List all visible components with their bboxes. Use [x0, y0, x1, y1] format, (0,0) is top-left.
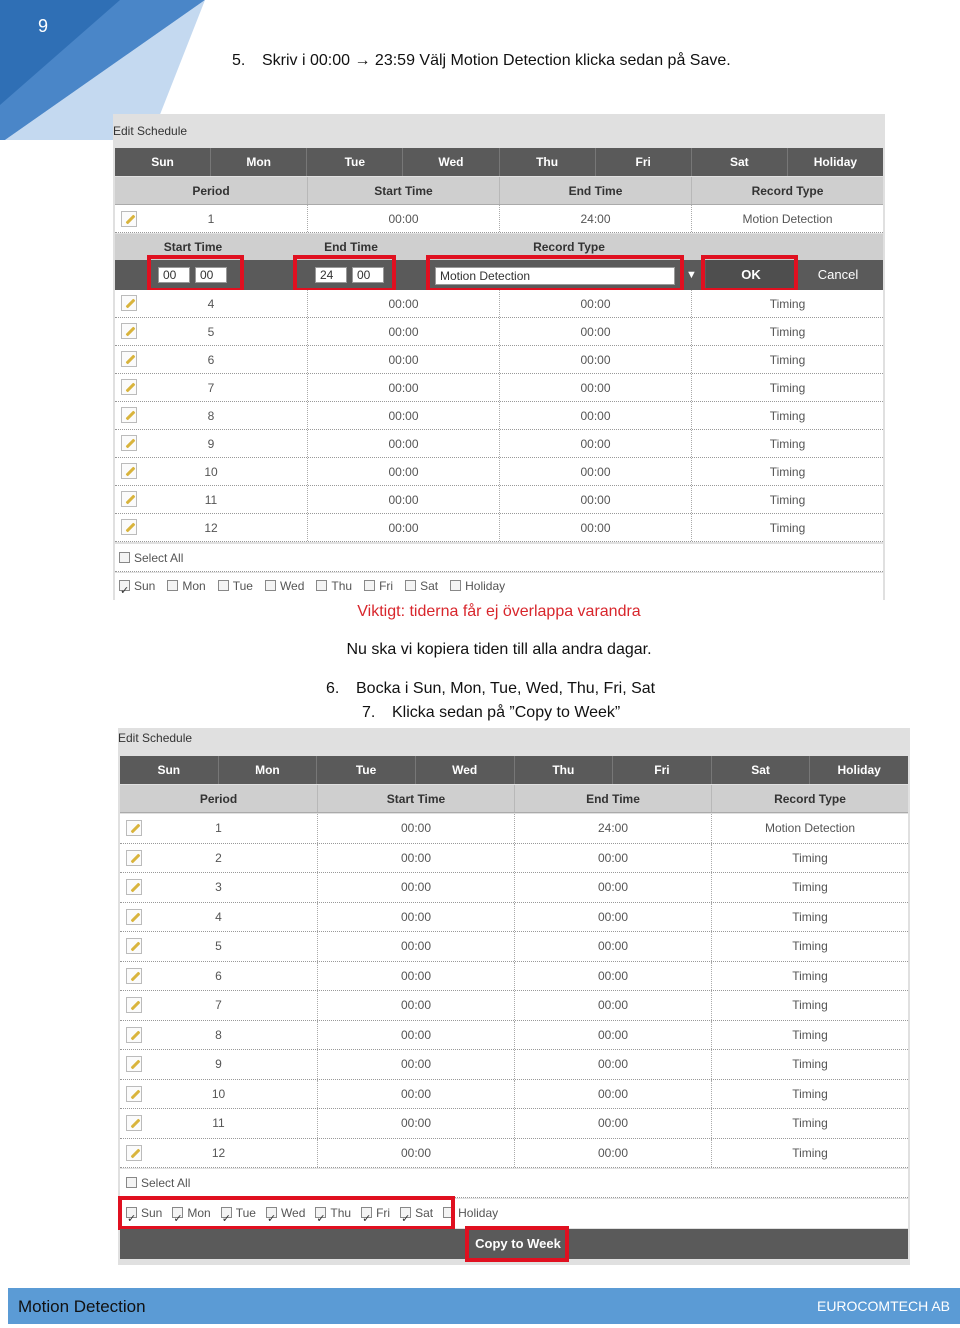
start-time-cell: 00:00 [317, 1080, 514, 1109]
start-time-cell: 00:00 [317, 1109, 514, 1138]
table-row [115, 458, 883, 486]
day-checkbox-label: Fri [376, 1206, 391, 1220]
header-start-time: Start Time [317, 785, 514, 812]
start-time-cell: 00:00 [317, 814, 514, 843]
copy-to-week-button[interactable]: Copy to Week [475, 1236, 561, 1251]
end-time-cell: 00:00 [514, 1080, 711, 1109]
period-cell: 2 [215, 850, 222, 865]
edit-pencil-icon[interactable] [126, 909, 142, 925]
day-checkbox-item [405, 579, 438, 593]
edit-pencil-icon[interactable] [126, 1086, 142, 1102]
record-type-cell: Timing [691, 402, 883, 429]
select-all-label: Select All [134, 551, 184, 565]
edit-pencil-icon[interactable] [121, 351, 137, 367]
period-column [120, 1139, 317, 1168]
table-row [120, 844, 908, 874]
period-column [120, 932, 317, 961]
end-time-cell: 00:00 [499, 402, 691, 429]
day-checkbox-label: Mon [182, 579, 206, 593]
edit-pencil-icon[interactable] [121, 491, 137, 507]
day-checkbox-label: Holiday [465, 579, 506, 593]
schedule-screenshot-2 [118, 728, 910, 1265]
table-header [120, 785, 908, 813]
day-checkbox-label: Sun [134, 579, 156, 593]
period-cell: 10 [204, 465, 218, 479]
end-time-cell: 00:00 [499, 514, 691, 541]
tab-sun[interactable]: Sun [157, 763, 181, 777]
table-row [120, 873, 908, 903]
period-cell: 4 [207, 297, 215, 311]
first-period-row [115, 205, 883, 233]
period-column [120, 1109, 317, 1138]
header-period: Period [199, 792, 238, 806]
period-cell: 1 [207, 212, 215, 226]
period-column [115, 458, 307, 485]
day-checkbox[interactable] [119, 580, 130, 591]
edit-pencil-icon[interactable] [126, 820, 142, 836]
edit-pencil-icon[interactable] [121, 519, 137, 535]
tab-fri[interactable]: Fri [595, 148, 691, 176]
day-checkbox-label: Tue [235, 1206, 256, 1220]
edit-pencil-icon[interactable] [121, 211, 137, 227]
period-cell: 6 [207, 353, 215, 367]
end-time-cell: 00:00 [514, 844, 711, 873]
period-cell: 5 [215, 939, 222, 953]
footer-company: EUROCOMTECH AB [816, 1298, 950, 1314]
end-time-cell: 00:00 [499, 318, 691, 345]
table-row [120, 1109, 908, 1139]
cancel-button[interactable]: Cancel [817, 267, 859, 282]
dropdown-arrow-icon[interactable]: ▼ [686, 269, 697, 281]
start-time-cell: 00:00 [317, 962, 514, 991]
day-checkbox-label: Mon [187, 1206, 211, 1220]
table-row [115, 374, 883, 402]
select-all-row [115, 544, 883, 572]
header-record-type: Record Type [711, 785, 908, 812]
end-time-cell: 00:00 [514, 991, 711, 1020]
record-type-cell: Timing [711, 932, 908, 961]
header-start-time: Start Time [307, 177, 499, 204]
edit-pencil-icon[interactable] [121, 295, 137, 311]
record-type-cell: Timing [691, 290, 883, 317]
start-time-cell: 00:00 [317, 1050, 514, 1079]
step-6-number: 6. [326, 680, 340, 697]
tab-sat[interactable]: Sat [691, 148, 787, 176]
day-checkbox-label: Wed [279, 579, 305, 593]
record-type-cell: Timing [691, 318, 883, 345]
highlight-day-checkboxes [118, 1196, 455, 1230]
highlight-record-type [426, 255, 684, 292]
end-time-cell: 24:00 [499, 205, 691, 232]
tab-mon[interactable]: Mon [218, 756, 317, 784]
day-checkbox-label: Fri [379, 579, 394, 593]
record-type-select[interactable]: Motion Detection [435, 267, 675, 285]
table-row [115, 205, 883, 233]
highlight-ok-button [701, 255, 798, 292]
end-time-cell: 00:00 [514, 1050, 711, 1079]
day-checkbox[interactable] [405, 580, 416, 591]
table-row [115, 290, 883, 318]
period-column [120, 991, 317, 1020]
record-type-cell: Timing [711, 962, 908, 991]
header-end-time: End Time [499, 177, 691, 204]
day-checkbox[interactable] [316, 580, 327, 591]
highlight-start-time [147, 255, 244, 292]
day-checkbox[interactable] [364, 580, 375, 591]
record-type-cell: Timing [711, 1050, 908, 1079]
period-column [115, 402, 307, 429]
start-time-cell: 00:00 [317, 903, 514, 932]
end-time-cell: 00:00 [514, 962, 711, 991]
table-row [115, 318, 883, 346]
table-row [115, 402, 883, 430]
day-checkbox-item [265, 579, 304, 593]
edit-pencil-icon[interactable] [126, 1027, 142, 1043]
record-type-cell: Timing [711, 1139, 908, 1168]
page-number: 9 [38, 16, 49, 36]
edit-schedule-title: Edit Schedule [113, 124, 188, 138]
start-minute-input[interactable]: 00 [195, 267, 227, 283]
start-time-cell: 00:00 [307, 374, 499, 401]
edit-pencil-icon[interactable] [121, 435, 137, 451]
step-5-number: 5. [232, 52, 246, 69]
end-time-cell: 00:00 [514, 873, 711, 902]
period-cell: 3 [215, 880, 222, 894]
start-time-cell: 00:00 [307, 402, 499, 429]
table-row [120, 1050, 908, 1080]
header-period: Period [192, 184, 230, 198]
period-cell: 5 [207, 325, 215, 339]
page-footer [8, 1288, 960, 1324]
start-time-cell: 00:00 [307, 430, 499, 457]
day-checkbox[interactable] [265, 580, 276, 591]
table-row [120, 991, 908, 1021]
period-column [120, 1080, 317, 1109]
period-column [120, 814, 317, 843]
edit-end-time-label: End Time [324, 240, 378, 254]
end-time-cell: 24:00 [514, 814, 711, 843]
tab-tue[interactable]: Tue [306, 148, 402, 176]
end-time-cell: 00:00 [499, 346, 691, 373]
header-record-type: Record Type [691, 177, 883, 204]
period-cell: 12 [211, 1145, 226, 1160]
record-type-cell: Timing [691, 374, 883, 401]
table-row [115, 346, 883, 374]
day-checkbox[interactable] [167, 580, 178, 591]
period-rows [120, 814, 908, 1168]
end-time-cell: 00:00 [514, 1139, 711, 1168]
day-checkbox-item [167, 579, 205, 593]
period-column [120, 844, 317, 873]
day-checkbox-label: Sat [420, 579, 439, 593]
end-time-cell: 00:00 [499, 486, 691, 513]
instruction-paragraph: Nu ska vi kopiera tiden till alla andra dagar. [346, 641, 652, 658]
start-time-cell: 00:00 [317, 844, 514, 873]
tab-tue[interactable]: Tue [316, 756, 415, 784]
start-time-cell: 00:00 [317, 1139, 514, 1168]
tab-holiday[interactable]: Holiday [787, 148, 883, 176]
end-time-cell: 00:00 [514, 903, 711, 932]
tab-holiday[interactable]: Holiday [809, 756, 908, 784]
edit-pencil-icon[interactable] [126, 850, 142, 866]
day-checkbox[interactable] [450, 580, 461, 591]
table-row [120, 814, 908, 844]
tab-wed[interactable]: Wed [415, 756, 514, 784]
edit-pencil-icon[interactable] [126, 1145, 142, 1161]
period-cell: 7 [215, 998, 222, 1012]
day-checkbox-item [218, 579, 253, 593]
day-checkbox-label: Thu [330, 1206, 352, 1220]
edit-pencil-icon[interactable] [121, 463, 137, 479]
end-time-cell: 00:00 [499, 374, 691, 401]
start-time-cell: 00:00 [307, 318, 499, 345]
edit-pencil-icon[interactable] [126, 879, 142, 895]
end-time-cell: 00:00 [499, 458, 691, 485]
period-column [120, 903, 317, 932]
start-time-cell: 00:00 [307, 346, 499, 373]
day-tabs [115, 148, 883, 176]
day-checkbox-label: Wed [280, 1206, 306, 1220]
period-column [115, 430, 307, 457]
edit-pencil-icon[interactable] [126, 968, 142, 984]
table-row [115, 430, 883, 458]
start-time-cell: 00:00 [307, 486, 499, 513]
select-all-checkbox[interactable] [126, 1177, 137, 1188]
record-type-cell: Timing [691, 346, 883, 373]
edit-start-time-label: Start Time [163, 240, 223, 254]
record-type-cell: Timing [691, 486, 883, 513]
select-all-label: Select All [141, 1176, 191, 1190]
end-minute-input[interactable]: 00 [352, 267, 384, 283]
day-tabs [120, 756, 908, 784]
step-7-number: 7. [362, 704, 376, 721]
step-6-text: Bocka i Sun, Mon, Tue, Wed, Thu, Fri, Sat [356, 680, 656, 697]
record-type-cell: Timing [711, 1021, 908, 1050]
end-time-cell: 00:00 [514, 932, 711, 961]
edit-pencil-icon[interactable] [121, 379, 137, 395]
day-checkbox-item [364, 579, 393, 593]
period-cell: 4 [215, 909, 222, 924]
edit-pencil-icon[interactable] [121, 323, 137, 339]
tab-sat[interactable]: Sat [711, 756, 810, 784]
tab-mon[interactable]: Mon [210, 148, 306, 176]
step-7 [362, 704, 620, 722]
start-time-cell: 00:00 [307, 458, 499, 485]
table-row [115, 514, 883, 542]
day-checkbox-label: Sat [415, 1206, 434, 1220]
table-row [120, 1139, 908, 1169]
table-row [120, 962, 908, 992]
table-row [120, 932, 908, 962]
tab-wed[interactable]: Wed [402, 148, 498, 176]
table-row [120, 1021, 908, 1051]
day-checkbox-item [316, 579, 352, 593]
start-time-cell: 00:00 [317, 991, 514, 1020]
period-cell: 8 [215, 1027, 222, 1042]
end-time-cell: 00:00 [514, 1109, 711, 1138]
step-7-text: Klicka sedan på ”Copy to Week” [392, 704, 621, 721]
record-type-cell: Timing [691, 458, 883, 485]
end-time-cell: 00:00 [499, 290, 691, 317]
start-time-cell: 00:00 [317, 1021, 514, 1050]
period-column [120, 962, 317, 991]
table-row [120, 1080, 908, 1110]
record-type-cell: Motion Detection [691, 205, 883, 232]
edit-pencil-icon[interactable] [121, 407, 137, 423]
schedule-screenshot-1 [113, 114, 885, 600]
record-type-cell: Timing [711, 873, 908, 902]
step-6 [326, 680, 655, 698]
period-column [120, 1050, 317, 1079]
record-type-cell: Timing [691, 430, 883, 457]
period-cell: 1 [215, 821, 222, 835]
period-column [115, 486, 307, 513]
period-cell: 7 [207, 381, 215, 395]
period-cell: 11 [212, 1116, 225, 1130]
edit-pencil-icon[interactable] [126, 1115, 142, 1131]
day-checkboxes [115, 573, 883, 600]
edit-record-type-label: Record Type [533, 240, 605, 254]
period-cell: 12 [204, 521, 218, 535]
record-type-cell: Timing [711, 1109, 908, 1138]
table-header [115, 177, 883, 205]
edit-pencil-icon[interactable] [126, 938, 142, 954]
select-all-row [120, 1169, 908, 1198]
day-checkbox[interactable] [218, 580, 229, 591]
day-checkbox-item [119, 579, 155, 593]
end-time-cell: 00:00 [514, 1021, 711, 1050]
period-column [120, 1021, 317, 1050]
end-time-cell: 00:00 [499, 430, 691, 457]
step-5-text: Skriv i 00:00 → 23:59 Välj Motion Detection klicka sedan på Save. [262, 52, 731, 69]
tab-thu[interactable]: Thu [514, 756, 613, 784]
end-hour-input[interactable]: 24 [315, 267, 347, 283]
highlight-end-time [293, 255, 396, 292]
period-cell: 9 [215, 1057, 222, 1071]
table-row [120, 903, 908, 933]
record-type-cell: Timing [711, 991, 908, 1020]
record-type-cell: Timing [711, 903, 908, 932]
ok-button[interactable]: OK [706, 260, 796, 290]
record-type-cell: Timing [711, 844, 908, 873]
day-checkbox-item [450, 579, 505, 593]
table-row [115, 486, 883, 514]
period-cell: 9 [207, 437, 215, 451]
period-column [120, 873, 317, 902]
period-cell: 10 [211, 1086, 226, 1101]
tab-sun[interactable]: Sun [151, 155, 174, 169]
start-time-cell: 00:00 [307, 290, 499, 317]
header-end-time: End Time [514, 785, 711, 812]
start-time-cell: 00:00 [307, 205, 499, 232]
tab-thu[interactable]: Thu [499, 148, 595, 176]
edit-pencil-icon[interactable] [126, 997, 142, 1013]
start-hour-input[interactable]: 00 [158, 267, 190, 283]
select-all-checkbox[interactable] [119, 552, 130, 563]
day-checkbox-label: Thu [331, 579, 353, 593]
period-cell: 8 [207, 409, 215, 423]
period-cell: 6 [215, 968, 222, 983]
period-column [115, 290, 307, 317]
record-type-cell: Timing [711, 1080, 908, 1109]
edit-schedule-title: Edit Schedule [118, 731, 193, 745]
warning-text: Viktigt: tiderna får ej överlappa varandra [357, 603, 641, 620]
day-checkbox-label: Tue [232, 579, 253, 593]
period-column [115, 374, 307, 401]
edit-pencil-icon[interactable] [126, 1056, 142, 1072]
record-type-cell: Timing [691, 514, 883, 541]
step-5 [232, 52, 731, 70]
record-type-cell: Motion Detection [711, 814, 908, 843]
start-time-cell: 00:00 [317, 873, 514, 902]
day-checkbox-label: Sun [141, 1206, 163, 1220]
period-column [115, 318, 307, 345]
period-cell: 11 [204, 493, 218, 507]
tab-fri[interactable]: Fri [612, 756, 711, 784]
highlight-copy-button [465, 1226, 569, 1262]
day-checkbox-label: Holiday [458, 1206, 499, 1220]
start-time-cell: 00:00 [317, 932, 514, 961]
footer-title: Motion Detection [18, 1297, 146, 1316]
period-column [115, 346, 307, 373]
period-rows [115, 290, 883, 542]
start-time-cell: 00:00 [307, 514, 499, 541]
period-column [115, 514, 307, 541]
